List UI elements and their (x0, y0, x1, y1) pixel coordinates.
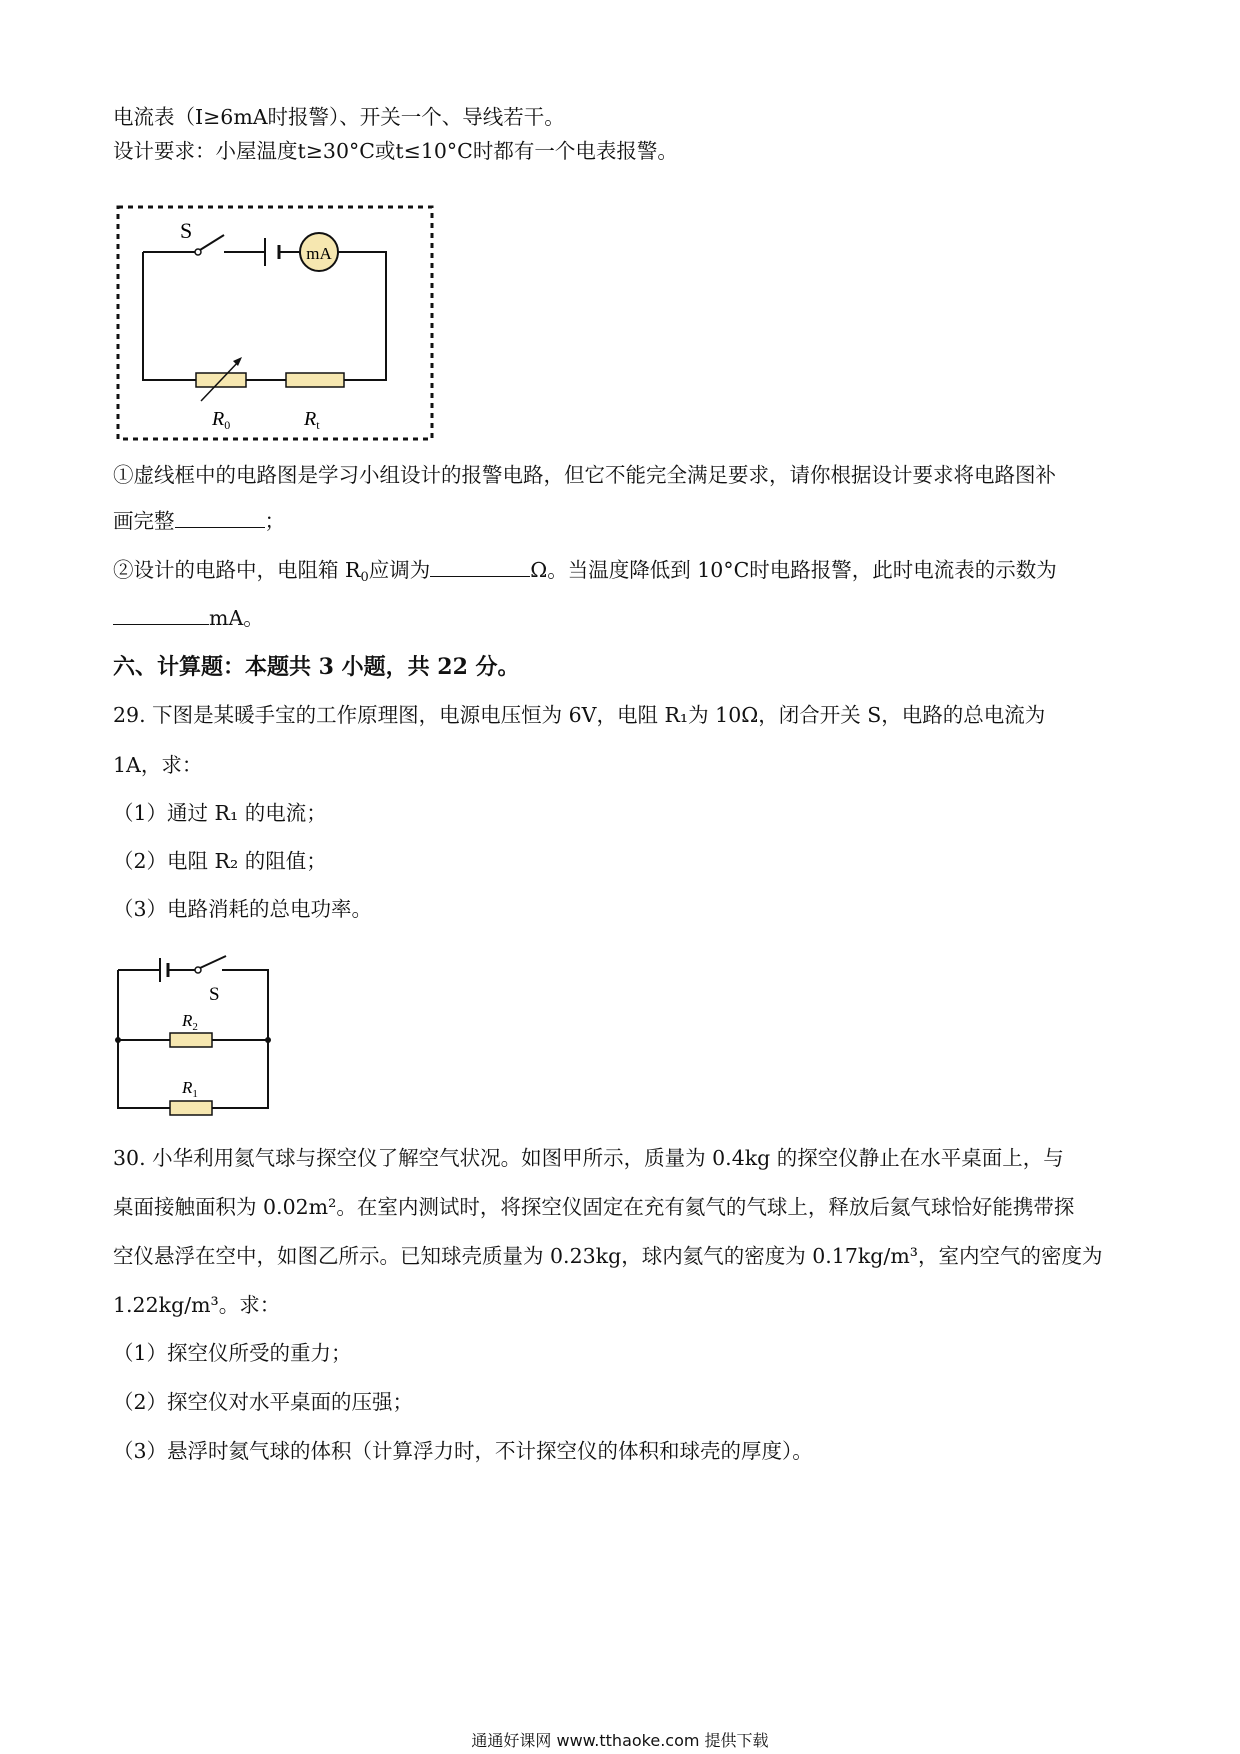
text-line: 29. 下图是某暖手宝的工作原理图，电源电压恒为 6V，电阻 R₁为 10Ω，闭合开关 S，电路的总电流为 (113, 703, 1046, 727)
text-span: 画完整 (113, 509, 175, 533)
text-line: 设计要求：小屋温度t≥30°C或t≤10°C时都有一个电表报警。 (113, 139, 678, 163)
text-line: （2）电阻 R₂ 的阻值； (113, 849, 327, 873)
resistor-r1 (170, 1101, 212, 1115)
page-footer: 通通好课网 www.tthaoke.com 提供下载 (471, 1731, 769, 1750)
text-line (113, 554, 1057, 593)
text-line: （1）探空仪所受的重力； (113, 1341, 352, 1365)
hand-warmer-circuit-diagram (114, 945, 274, 1125)
answer-blank[interactable] (175, 505, 265, 528)
resistor-rt (286, 373, 344, 387)
text-span: ； (264, 509, 285, 533)
text-span: Ω。当温度降低到 10°C时电路报警，此时电流表的示数为 (530, 558, 1057, 582)
switch-blade (200, 235, 224, 250)
junction-dot (265, 1037, 271, 1043)
dashed-frame (118, 207, 432, 439)
text-line: 电流表（I≥6mA时报警）、开关一个、导线若干。 (113, 105, 565, 129)
text-line: （1）通过 R₁ 的电流； (113, 801, 327, 825)
text-line (113, 602, 264, 633)
switch-blade (200, 956, 226, 968)
text-line: 1.22kg/m³。求： (113, 1293, 281, 1317)
answer-blank[interactable] (430, 554, 530, 577)
text-line: （2）探空仪对水平桌面的压强； (113, 1390, 414, 1414)
text-line (113, 505, 285, 536)
meter-label: mA (306, 244, 332, 263)
resistor-r2 (170, 1033, 212, 1047)
junction-dot (115, 1037, 121, 1043)
section-heading: 六、计算题：本题共 3 小题，共 22 分。 (113, 654, 520, 680)
text-line: ①虚线框中的电路图是学习小组设计的报警电路，但它不能完全满足要求，请你根据设计要求将电路图补 (113, 463, 1056, 487)
switch-label: S (209, 984, 220, 1005)
text-span: 应调为 (368, 558, 431, 582)
text-line: 空仪悬浮在空中，如图乙所示。已知球壳质量为 0.23kg，球内氦气的密度为 0.17kg/m³，室内空气的密度为 (113, 1244, 1103, 1268)
text-line: 桌面接触面积为 0.02m²。在室内测试时，将探空仪固定在充有氦气的气球上，释放后氦气球恰好能携带探 (113, 1195, 1075, 1219)
subscript: 0 (360, 570, 369, 585)
switch-label: S (180, 218, 193, 243)
r2-label: $R_2$ (182, 1011, 198, 1033)
text-line: 1A，求： (113, 753, 203, 777)
text-line: 30. 小华利用氦气球与探空仪了解空气状况。如图甲所示，质量为 0.4kg 的探空仪静止在水平桌面上，与 (113, 1146, 1064, 1170)
r1-label: $R_1$ (182, 1078, 198, 1100)
answer-blank[interactable] (113, 602, 209, 625)
text-span: ②设计的电路中，电阻箱 R (113, 558, 361, 582)
text-span: mA。 (209, 606, 264, 630)
alarm-circuit-diagram (116, 205, 434, 441)
text-line: （3）电路消耗的总电功率。 (113, 897, 373, 921)
text-line: （3）悬浮时氦气球的体积（计算浮力时，不计探空仪的体积和球壳的厚度）。 (113, 1439, 813, 1463)
rt-label: $R_t$ (304, 408, 320, 432)
r0-label: $R_0$ (212, 408, 231, 432)
arrow-head-icon (233, 357, 242, 366)
